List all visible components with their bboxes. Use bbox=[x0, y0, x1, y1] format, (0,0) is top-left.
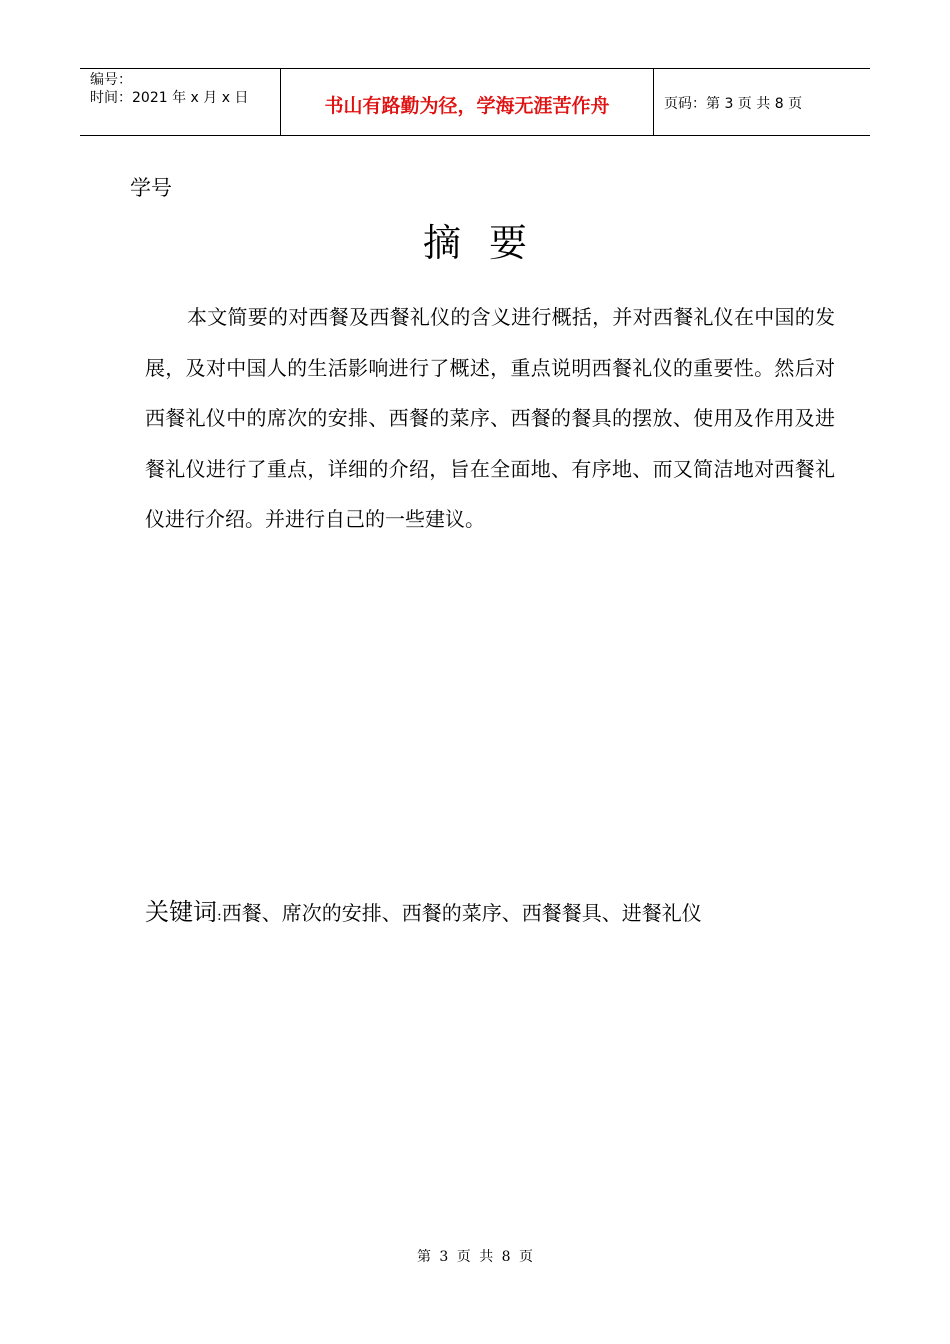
header-page-info: 页码：第 3 页 共 8 页 bbox=[664, 96, 803, 112]
keywords-line bbox=[145, 892, 702, 927]
header-motto-cell bbox=[281, 69, 654, 135]
header-page-cell bbox=[654, 69, 870, 135]
header-motto: 书山有路勤为径，学海无涯苦作舟 bbox=[324, 94, 610, 117]
document-number-label: 编号： bbox=[90, 72, 132, 88]
keywords-colon: : bbox=[217, 908, 222, 924]
keywords-value: 西餐、席次的安排、西餐的菜序、西餐餐具、进餐礼仪 bbox=[221, 901, 702, 925]
abstract-body: 本文简要的对西餐及西餐礼仪的含义进行概括，并对西餐礼仪在中国的发展，及对中国人的生活影响进行了概述，重点说明西餐礼仪的重要性。然后对西餐礼仪中的席次的安排、西餐的菜序、西餐的餐具的摆放、使用及作用及进餐礼仪进行了重点，详细的介绍，旨在全面地、有序地、而又简洁地对西餐礼仪进行介绍。并进行自己的一些建议。 bbox=[145, 305, 835, 531]
document-header bbox=[80, 68, 870, 136]
student-number-label: 学号 bbox=[130, 176, 172, 200]
keywords-label: 关键词 bbox=[145, 898, 217, 926]
abstract-title: 摘要 bbox=[422, 221, 555, 265]
header-meta-cell bbox=[80, 69, 281, 135]
document-date: 时间：2021 年 x 月 x 日 bbox=[90, 90, 249, 106]
page-footer: 第 3 页 共 8 页 bbox=[416, 1249, 534, 1265]
